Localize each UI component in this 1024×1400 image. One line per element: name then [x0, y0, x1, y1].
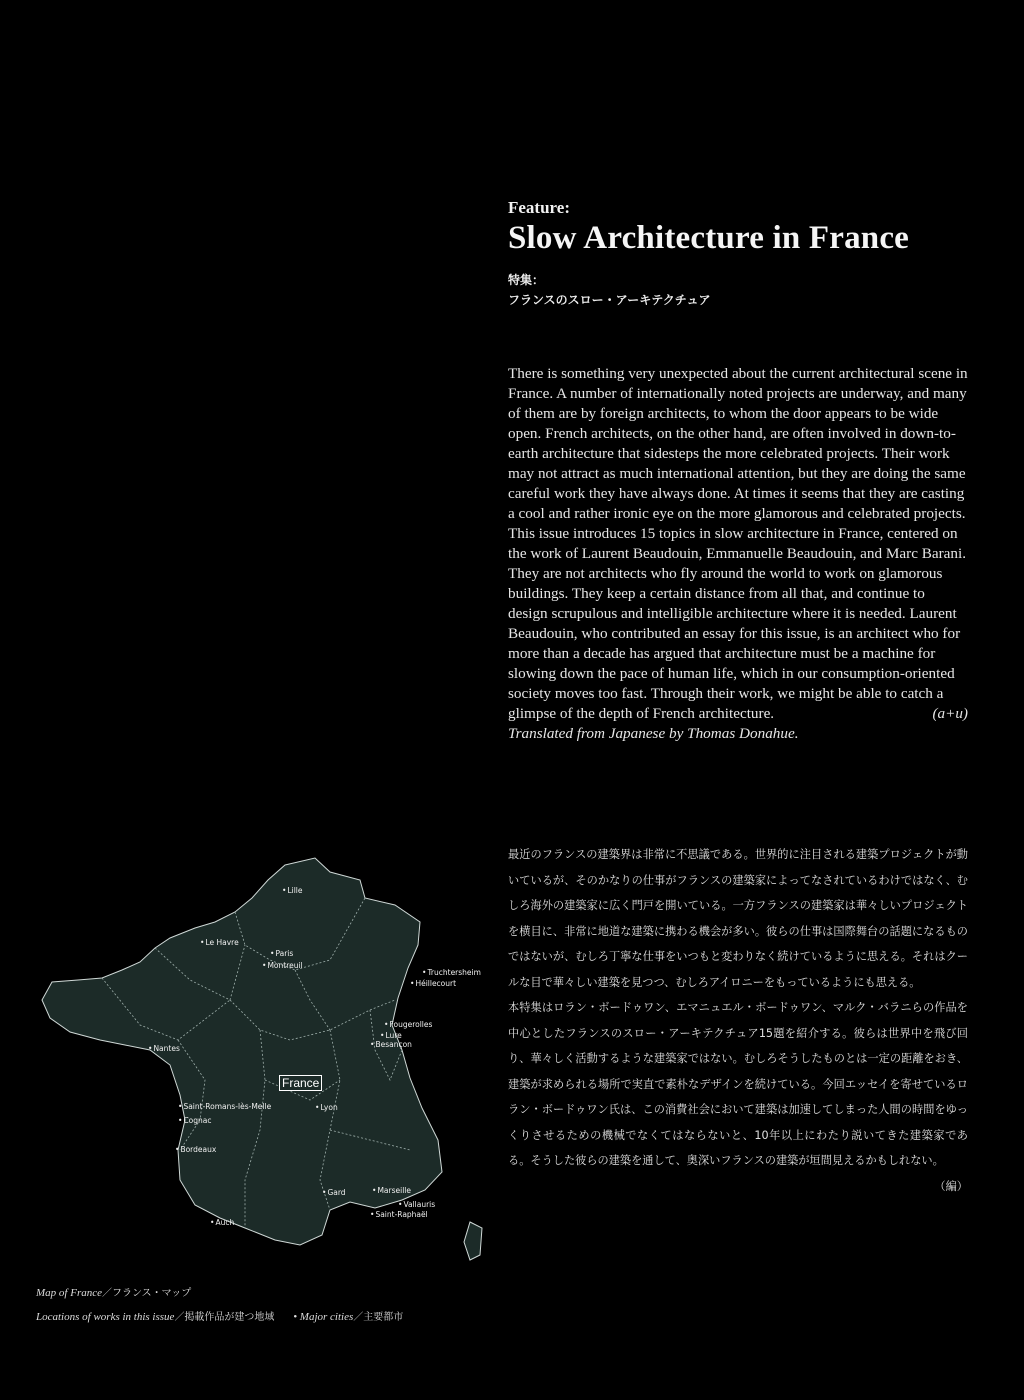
france-map	[30, 850, 490, 1270]
city-label: • Saint-Raphaël	[370, 1210, 428, 1219]
city-label: • Truchtersheim	[422, 968, 481, 977]
feature-kicker: Feature:	[508, 198, 570, 217]
japanese-paragraph-2	[508, 995, 968, 1193]
legend-locations: Locations of works in this issue	[36, 1311, 175, 1323]
city-label: • Fougerolles	[384, 1020, 432, 1029]
city-label: • Le Havre	[200, 938, 239, 947]
country-label: France	[279, 1075, 322, 1091]
legend-cities-jp: ／主要都市	[353, 1312, 404, 1323]
map-caption-title: Map of France	[36, 1287, 102, 1299]
city-label: • Héillecourt	[410, 979, 456, 988]
city-label: • Saint-Romans-lès-Melle	[178, 1102, 271, 1111]
city-label: • Auch	[210, 1218, 234, 1227]
english-paragraph-1: There is something very unexpected about the current architectural scene in France. A number of internationally noted projects are underway, and many of them are by foreign architects, to whom the door appears to be wide open. French architects, on the other hand, are often involved in down-to-earth architecture that sidesteps the more celebrated projects. Their work may not attract as much international attention, but they are doing the same careful work they have always done. At times it seems that they are casting a cool and rather ironic eye on the more glamorous and celebrated projects.	[508, 365, 968, 522]
english-paragraph-2: This issue introduces 15 topics in slow architecture in France, centered on the work of Laurent Beaudouin, Emmanuelle Beaudouin, and Marc Barani. They are not architects who fly around the world to work on glamorous buildings. They keep a certain distance from all that, and continue to design scrupulous and intelligible architecture where it is needed. Laurent Beaudouin, who contributed an essay for this issue, is an architect who for more than a decade has argued that architecture must be a machine for slowing down the pace of human life, which in our consumption-oriented society moves too fast. Through their work, we might be able to catch a	[508, 525, 967, 702]
map-caption-title-jp: ／フランス・マップ	[101, 1288, 192, 1299]
city-label: • Nantes	[148, 1044, 180, 1053]
city-label: • Lille	[282, 886, 302, 895]
feature-header	[508, 198, 988, 308]
japanese-paragraph-2-text: 本特集はロラン・ボードゥワン、エマニュエル・ボードゥワン、マルク・バラニらの作品を中心としたフランスのスロー・アーキテクチュア15題を紹介する。彼らは世界中を飛び回り、華々しく活動するような建築家ではない。むしろそうしたものとは一定の距離をおき、建築が求められる場所で実直で素朴なデザインを続けている。今回エッセイを寄せているロラン・ボードゥワン氏は、この消費社会において建築は加速してしまった人間の時間をゆっくりさせるための機械でなくてはならないと、10年以上にわたり説いてきた建築家である。そうした彼らの建築を通して、奥深いフランスの建築が垣間見えるかもしれない。	[508, 1001, 968, 1167]
city-label: • Besançon	[370, 1040, 412, 1049]
city-label: • Bordeaux	[175, 1145, 216, 1154]
city-label: • Montreuil	[262, 961, 303, 970]
japanese-paragraph-1: 最近のフランスの建築界は非常に不思議である。世界的に注目される建築プロジェクトが動いているが、そのかなりの仕事がフランスの建築家によってなされているわけではなく、むしろ海外の建築家に広く門戸を開いている。一方フランスの建築家は華々しいプロジェクトを横目に、非常に地道な建築に携わる機会が多い。彼らの仕事は国際舞台の話題になるものではないが、むしろ丁寧な仕事をいつもと変わりなく続けているように思える。それはクールな目で華々しい建築を見つつ、むしろアイロニーをもっているようにも思える。	[508, 848, 968, 989]
city-label: • Gard	[322, 1188, 346, 1197]
feature-title-jp: フランスのスロー・アーキテクチュア	[508, 293, 711, 307]
legend-dot-icon: •	[293, 1311, 298, 1323]
city-label: • Cognac	[178, 1116, 212, 1125]
legend-locations-jp: ／掲載作品が建つ地域	[174, 1312, 275, 1323]
map-caption	[36, 1284, 191, 1299]
corsica-island	[464, 1222, 482, 1260]
english-closing-line	[508, 704, 968, 724]
editor-signature: (a+u)	[932, 705, 968, 722]
japanese-signature: （編）	[934, 1179, 968, 1193]
city-label: • Marseille	[372, 1186, 411, 1195]
feature-title: Slow Architecture in France	[508, 220, 910, 256]
city-label: • Lure	[380, 1031, 402, 1040]
english-body	[508, 364, 968, 744]
english-last-line: glimpse of the depth of French architecture.	[508, 705, 775, 722]
city-label: • Lyon	[315, 1103, 338, 1112]
city-label: • Paris	[270, 949, 293, 958]
city-label: • Vallauris	[398, 1200, 435, 1209]
legend-cities: Major cities	[299, 1311, 354, 1323]
translator-credit: Translated from Japanese by Thomas Donahue.	[508, 725, 799, 742]
japanese-body	[508, 842, 968, 1199]
feature-kicker-jp: 特集：	[508, 273, 545, 287]
map-legend	[36, 1308, 403, 1323]
